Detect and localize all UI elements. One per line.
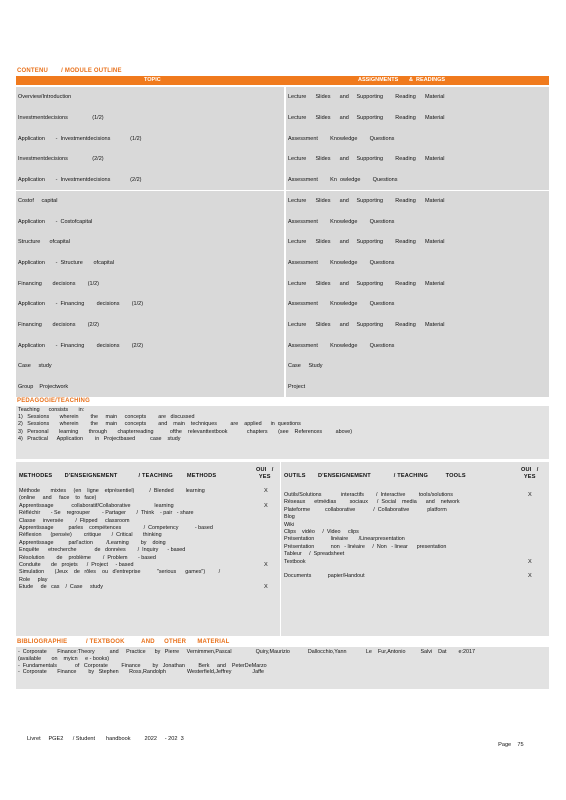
assignment-cell: Assessment Knowledge Questions bbox=[286, 253, 549, 274]
methods-list bbox=[19, 488, 277, 592]
method-row bbox=[19, 555, 277, 562]
module-outline-header-bar bbox=[16, 76, 549, 85]
tool-row bbox=[284, 522, 546, 529]
module-row bbox=[16, 211, 549, 232]
topic-cell: Application - Investmentdecisions (2/2) bbox=[16, 170, 284, 191]
module-row bbox=[16, 273, 549, 294]
topic-cell: Group Projectwork bbox=[16, 377, 284, 398]
column-divider bbox=[280, 462, 281, 636]
method-row bbox=[19, 518, 277, 525]
topic-cell: Financing decisions (2/2) bbox=[16, 315, 284, 336]
pedagogy-line: Teaching consists in: bbox=[18, 407, 85, 413]
topic-cell: Application - Investmentdecisions (1/2) bbox=[16, 128, 284, 149]
pedagogy-line: 4) Practical Application in Projectbased case study bbox=[18, 435, 181, 442]
footer-page-number: 75 bbox=[517, 742, 524, 748]
assignment-cell: Lecture Slides and Supporting Reading Material bbox=[286, 191, 549, 212]
bibliography-line: - Corporate Finance by Stephen Ross,Randolph Westerfield,Jeffrey Jaffe bbox=[18, 669, 264, 676]
assignment-cell: Lecture Slides and Supporting Reading Material bbox=[286, 232, 549, 253]
tool-label: Réseaux etmédias sociaux / Social media and network bbox=[284, 499, 460, 506]
method-row bbox=[19, 532, 277, 539]
pedagogy-line: 3) Personal learning through chapterreading ofthe relevanttextbook chapters (see References above) bbox=[18, 428, 353, 435]
module-row bbox=[16, 356, 549, 377]
method-label: Classe inversée / Flipped classroom bbox=[19, 517, 130, 524]
tool-row bbox=[284, 492, 546, 499]
bibliography-line: (available on myicn e - books) bbox=[18, 655, 110, 662]
method-row bbox=[19, 540, 277, 547]
assignment-cell: Assessment Knowledge Questions bbox=[286, 211, 549, 232]
assignment-cell: Lecture Slides and Supporting Reading Material bbox=[286, 315, 549, 336]
bibliography-title: BIBLIOGRAPHIE / TEXTBOOK AND OTHER MATERIAL bbox=[17, 639, 230, 645]
pedagogy-line: 1) Sessions wherein the main concepts are discussed bbox=[18, 414, 195, 421]
topic-cell: Case study bbox=[16, 356, 284, 377]
tool-row bbox=[284, 551, 546, 558]
tool-label: Blog bbox=[284, 514, 295, 521]
tool-row bbox=[284, 529, 546, 536]
bibliography-line: - Corporate Finance:Theory and Practice by Pierre Vernimmen,Pascal Quiry,Maurizio Dallocchio,Yann Le Fur,Antonio Salvi Dat e:2017 bbox=[18, 649, 475, 655]
topic-cell: Financing decisions (1/2) bbox=[16, 273, 284, 294]
module-row bbox=[16, 87, 549, 108]
module-row bbox=[16, 191, 549, 212]
assignments-header: ASSIGNMENTS & READINGS bbox=[358, 77, 446, 83]
bibliography-lines bbox=[18, 649, 475, 676]
module-row bbox=[16, 170, 549, 191]
bibliography-line: - Fundamentals of Corporate Finance by Jonathan Berk and PeterDeMarzo bbox=[18, 662, 267, 669]
method-check-mark: X bbox=[264, 584, 268, 591]
tools-header: OUTILS D'ENSEIGNEMENT / TEACHING TOOLS bbox=[284, 473, 466, 479]
method-check-mark: X bbox=[264, 502, 268, 509]
method-label: Méthode mixtes (en ligne etprésentiel) / Blended learning (online and face to face) bbox=[19, 488, 205, 502]
method-row bbox=[19, 488, 277, 503]
tool-label: Présentation non - linéaire / Non - linear presentation bbox=[284, 543, 447, 550]
tool-label: Wiki bbox=[284, 521, 295, 528]
tools-list bbox=[284, 492, 546, 580]
method-label: Réflexion (pensée) critique / Critical thinking bbox=[19, 532, 162, 539]
footer-page bbox=[495, 736, 524, 748]
tools-yes-header: OUI / YES bbox=[521, 467, 539, 480]
method-label: Apprentissage parl'action /Learning by doing bbox=[19, 539, 166, 546]
assignment-cell: Lecture Slides and Supporting Reading Material bbox=[286, 108, 549, 129]
method-row bbox=[19, 525, 277, 532]
assignment-cell: Assessment Knowledge Questions bbox=[286, 128, 549, 149]
assignment-cell: Case Study bbox=[286, 356, 549, 377]
module-row bbox=[16, 232, 549, 253]
topic-cell: Application - Financing decisions (2/2) bbox=[16, 335, 284, 356]
method-row bbox=[19, 547, 277, 554]
topic-cell: Overview/Introduction bbox=[16, 87, 284, 108]
method-row bbox=[19, 510, 277, 517]
topic-cell: Application - Costofcapital bbox=[16, 211, 284, 232]
methods-header: METHODES D'ENSEIGNEMENT / TEACHING METHODS bbox=[19, 473, 217, 479]
module-row bbox=[16, 149, 549, 170]
tool-label: Outils/Solutions interactifs / Interactive tools/solutions bbox=[284, 492, 453, 498]
method-label: Réfléchir - Se regrouper - Partager / Think - pair - share bbox=[19, 510, 194, 517]
topic-cell: Application - Financing decisions (1/2) bbox=[16, 294, 284, 315]
methods-tools-block bbox=[16, 462, 549, 636]
topic-cell: Investmentdecisions (2/2) bbox=[16, 149, 284, 170]
tool-label: Documents papier/Handout bbox=[284, 573, 365, 580]
pedagogy-block bbox=[16, 406, 549, 459]
method-check-mark: X bbox=[264, 488, 268, 494]
assignment-cell: Assessment Knowledge Questions bbox=[286, 335, 549, 356]
method-row bbox=[19, 562, 277, 569]
assignment-cell: Lecture Slides and Supporting Reading Material bbox=[286, 87, 549, 108]
tool-label: Tableur / Spreadsheet bbox=[284, 551, 345, 558]
module-row bbox=[16, 377, 549, 398]
module-row bbox=[16, 335, 549, 356]
module-row bbox=[16, 108, 549, 129]
method-label: Apprentissage parles compétences / Competency - based bbox=[19, 525, 213, 532]
tool-label: Plateforme collaborative / Collaborative platform bbox=[284, 506, 447, 513]
topic-cell: Investmentdecisions (1/2) bbox=[16, 108, 284, 129]
method-label: Simulation (Jeux de rôles ou d'entreprise "serious games") / Role play bbox=[19, 569, 221, 583]
assignment-cell: Lecture Slides and Supporting Reading Material bbox=[286, 149, 549, 170]
footer-handbook-label: Livret PGE2 / Student handbook 2022 - 202 3 bbox=[27, 736, 184, 742]
bibliography-block bbox=[16, 647, 549, 689]
topic-cell: Costof capital bbox=[16, 191, 284, 212]
tool-row bbox=[284, 514, 546, 521]
tool-label: Clips vidéo / Video clips bbox=[284, 529, 359, 536]
module-row bbox=[16, 294, 549, 315]
pedagogy-line: 2) Sessions wherein the main concepts and main techniques are applied in questions bbox=[18, 421, 301, 428]
assignment-cell: Assessment Kn owledge Questions bbox=[286, 170, 549, 191]
tool-label: Présentation linéaire /Linearpresentation bbox=[284, 536, 405, 543]
method-label: Enquête etrecherche de données / Inquiry - based bbox=[19, 547, 186, 554]
footer-page-label: Page bbox=[498, 742, 512, 748]
method-label: Résolution de problème / Problem - based bbox=[19, 554, 156, 561]
method-check-mark: X bbox=[264, 562, 268, 569]
module-outline-title: CONTENU / MODULE OUTLINE bbox=[17, 68, 122, 74]
pedagogy-lines bbox=[18, 407, 352, 443]
tool-row bbox=[284, 507, 546, 514]
assignment-cell: Lecture Slides and Supporting Reading Material bbox=[286, 273, 549, 294]
tool-row bbox=[284, 499, 546, 506]
topic-header: TOPIC bbox=[144, 77, 161, 83]
tool-row bbox=[284, 536, 546, 543]
assignment-cell: Project bbox=[286, 377, 549, 398]
assignment-cell: Assessment Knowledge Questions bbox=[286, 294, 549, 315]
methods-yes-header: OUI / YES bbox=[256, 467, 274, 480]
module-row bbox=[16, 315, 549, 336]
topic-cell: Application - Structure ofcapital bbox=[16, 253, 284, 274]
tool-check-mark: X bbox=[528, 492, 532, 498]
tool-row bbox=[284, 573, 546, 580]
method-row bbox=[19, 569, 277, 584]
method-row bbox=[19, 584, 277, 591]
tool-check-mark: X bbox=[528, 558, 532, 565]
tool-label: Textbook bbox=[284, 558, 306, 565]
module-row bbox=[16, 128, 549, 149]
tool-row bbox=[284, 559, 546, 566]
tool-check-mark: X bbox=[528, 573, 532, 580]
method-row bbox=[19, 503, 277, 510]
pedagogy-title: PEDAGOGIE/TEACHING bbox=[17, 398, 90, 404]
method-label: Etude de cas / Case study bbox=[19, 584, 103, 591]
method-label: Conduite de projets / Project - based bbox=[19, 562, 134, 569]
topic-cell: Structure ofcapital bbox=[16, 232, 284, 253]
module-row bbox=[16, 253, 549, 274]
method-label: Apprentissage collaboratif/Collaborative learning bbox=[19, 502, 174, 509]
tool-row bbox=[284, 544, 546, 551]
